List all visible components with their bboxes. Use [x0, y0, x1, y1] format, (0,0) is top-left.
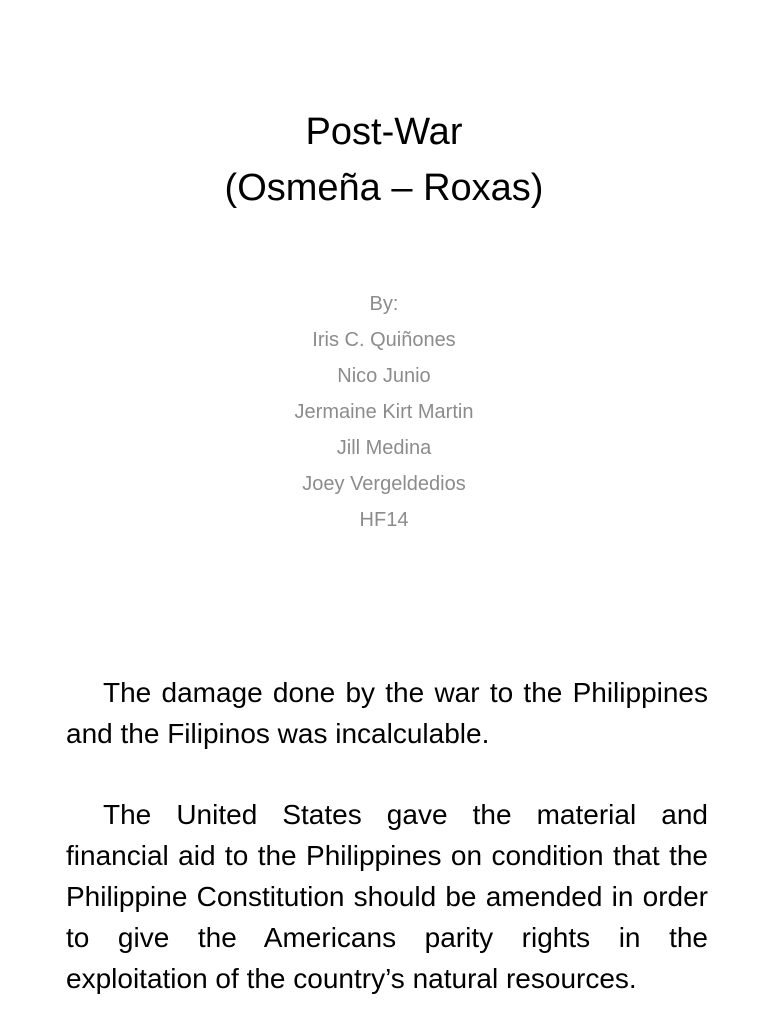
author-list-item: Iris C. Quiñones	[312, 329, 456, 351]
author-list-item: Jill Medina	[336, 437, 432, 459]
slide-body	[66, 672, 708, 1024]
title-line-1: Post-War	[305, 111, 463, 153]
author-list-item: Nico Junio	[337, 365, 431, 387]
title-line-2: (Osmeña – Roxas)	[224, 167, 544, 209]
author-list-item: Joey Vergeldedios	[302, 473, 466, 495]
body-paragraph: The damage done by the war to the Philippines and the Filipinos was incalculable.	[66, 677, 708, 749]
author-list-item: By:	[369, 293, 399, 315]
content-slide	[0, 640, 768, 1024]
slide-title	[0, 104, 768, 216]
author-list-item: Jermaine Kirt Martin	[294, 401, 474, 423]
author-list-item: HF14	[359, 509, 409, 531]
body-paragraph: The United States gave the material and financial aid to the Philippines on condition that the Philippine Constitution should be amended in order to give the Americans parity rights in the exploitation of the country’s natural resources.	[66, 799, 708, 994]
author-list	[0, 286, 768, 538]
